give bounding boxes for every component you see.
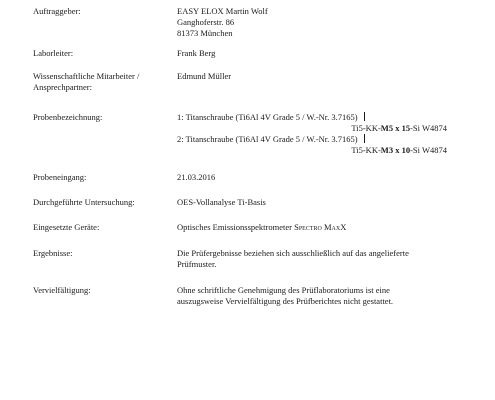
label-auftraggeber: Auftraggeber:	[33, 6, 81, 16]
ergebnisse-line1: Die Prüfergebnisse beziehen sich ausschließlich auf das angelieferte	[177, 248, 409, 258]
label-laborleiter: Laborleiter:	[33, 48, 74, 58]
label-vervielfaeltigung: Vervielfältigung:	[33, 285, 91, 295]
label-mitarbeiter-line2: Ansprechpartner:	[33, 82, 93, 92]
value-ergebnisse	[177, 248, 467, 270]
label-untersuchung: Durchgeführte Untersuchung:	[33, 197, 135, 207]
label-mitarbeiter-line1: Wissenschaftliche Mitarbeiter /	[33, 71, 140, 81]
value-auftraggeber	[177, 6, 467, 39]
label-ergebnisse: Ergebnisse:	[33, 248, 73, 258]
value-geraete: Optisches Emissionsspektrometer Spectro MaxX	[177, 222, 347, 232]
label-probeneingang: Probeneingang:	[33, 172, 87, 182]
label-probenbezeichnung: Probenbezeichnung:	[33, 112, 103, 122]
client-name: EASY ELOX Martin Wolf	[177, 6, 268, 16]
client-street: Ganghoferstr. 86	[177, 17, 235, 27]
label-geraete: Eingesetzte Geräte:	[33, 222, 100, 232]
vervielfaeltigung-line1: Ohne schriftliche Genehmigung des Prüflaboratoriums ist eine	[177, 285, 390, 295]
value-untersuchung: OES-Vollanalyse Ti-Basis	[177, 197, 266, 207]
probe-2-description: 2: Titanschraube (Ti6Al 4V Grade 5 / W.-Nr. 3.7165)	[177, 134, 467, 145]
probe-1-code: Ti5-KK-M5 x 15-Si W4874	[351, 123, 447, 133]
vervielfaeltigung-line2: auszugsweise Vervielfältigung des Prüfberichtes nicht gestattet.	[177, 296, 394, 306]
probe-2-code: Ti5-KK-M3 x 10-Si W4874	[351, 145, 447, 155]
value-laborleiter: Frank Berg	[177, 48, 216, 58]
value-mitarbeiter: Edmund Müller	[177, 71, 232, 81]
label-mitarbeiter	[33, 71, 168, 93]
client-city: 81373 München	[177, 28, 233, 38]
value-vervielfaeltigung	[177, 285, 467, 307]
ergebnisse-line2: Prüfmuster.	[177, 259, 217, 269]
probe-1-description: 1: Titanschraube (Ti6Al 4V Grade 5 / W.-Nr. 3.7165)	[177, 112, 467, 123]
value-probenbezeichnung	[177, 112, 467, 156]
value-probeneingang: 21.03.2016	[177, 172, 216, 182]
